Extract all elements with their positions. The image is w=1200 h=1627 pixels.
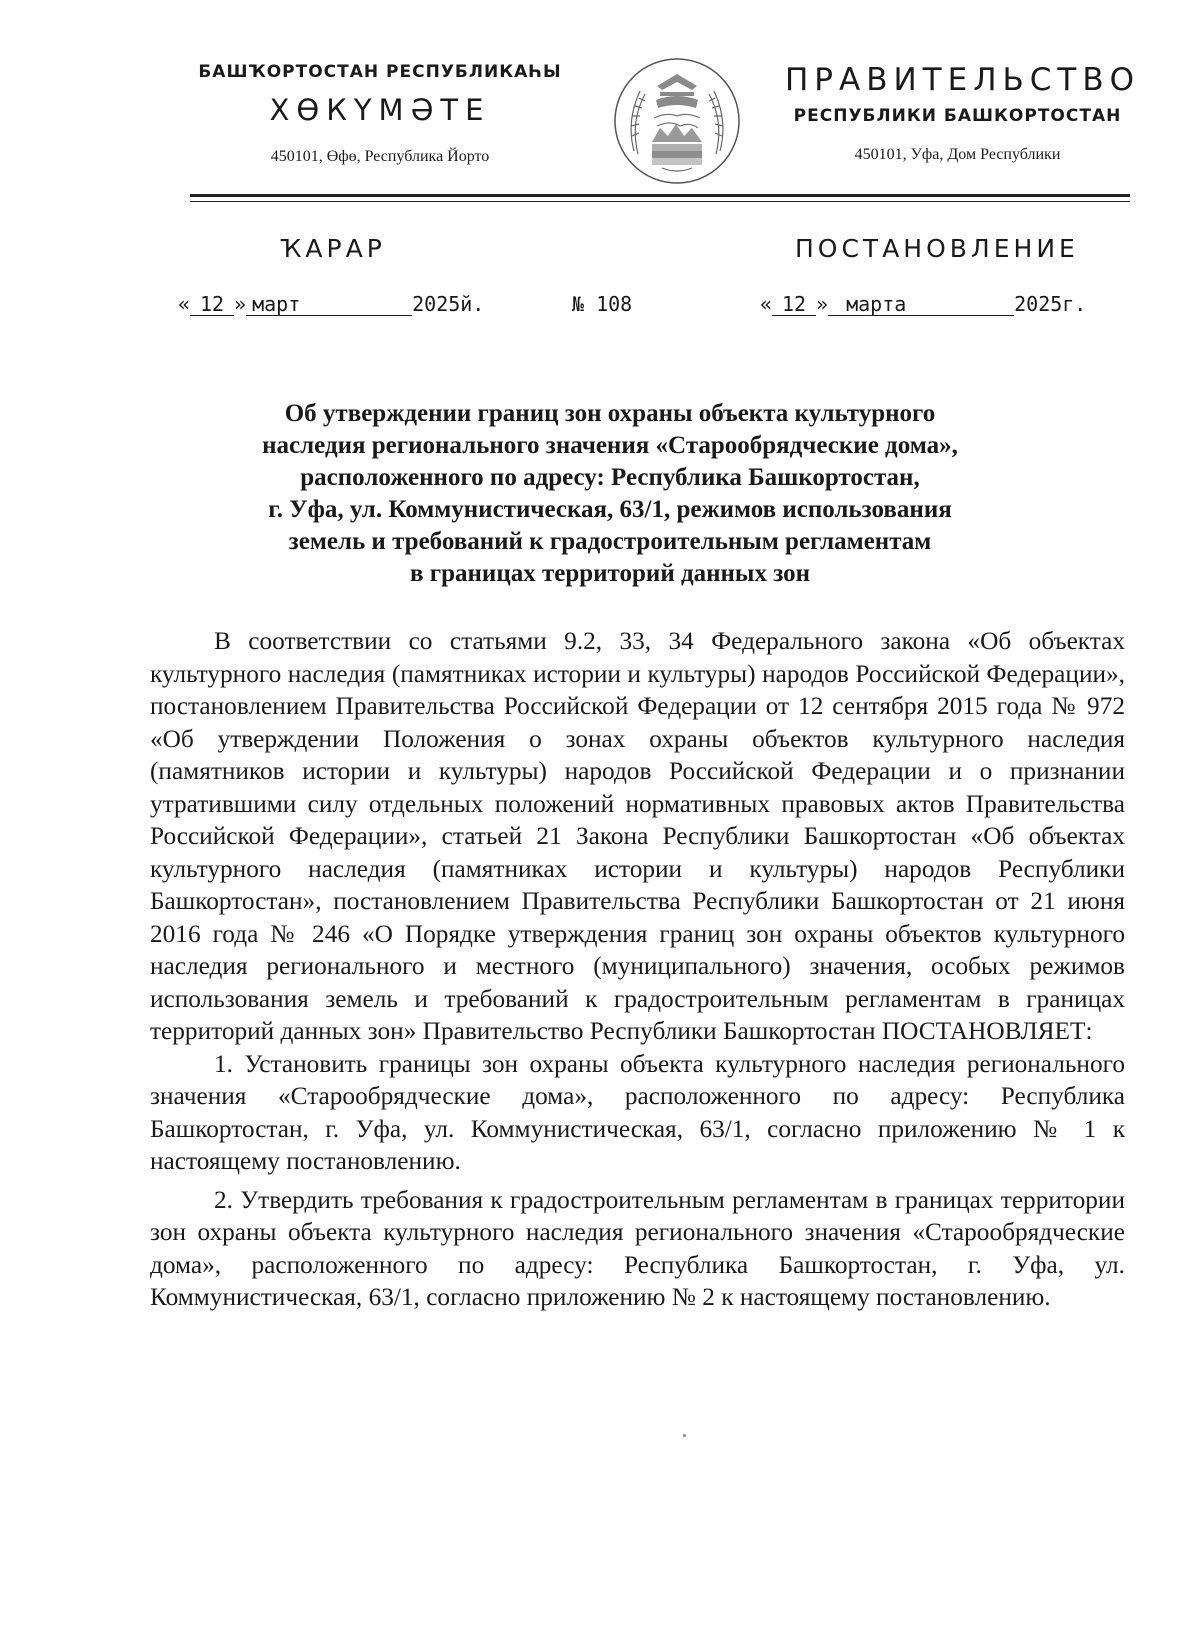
date-left [178,292,484,316]
title-line: земель и требований к градостроительным регламентам [288,528,932,555]
header-right-address: 450101, Уфа, Дом Республики [854,146,1061,163]
item-2-paragraph: 2. Утвердить требования к градостроительным регламентам в границах территории зон охраны объекта культурного наследия регионального значения «Старообрядческие дома», расположенного по адресу: Республика Башкортостан, г. Уфа, ул. Коммунистическая, 63/1, согласно приложению № 2 к настоящему постановлению. [150,1185,1125,1311]
doc-type-left: ҠАРАР [280,234,386,263]
header-left-republic: БАШҠОРТОСТАН РЕСПУБЛИКАҺЫ [198,62,562,82]
preamble-paragraph: В соответствии со статьями 9.2, 33, 34 Федерального закона «Об объектах культурного наследия (памятниках истории и культуры) народов Российской Федерации», постановлением Правительства Российской Федерации от 12 сентября 2015 года № 972 «Об утверждении Положения о зонах охраны объектов культурного наследия (памятников истории и культуры) народов Российской Федерации и о признании утратившими силу отдельных положений нормативных правовых актов Правительства Российской Федерации», статьей 21 Закона Республики Башкортостан «Об объектах культурного наследия (памятниках истории и культуры) народов Республики Башкортостан», постановлением Правительства Республики Башкортостан от 21 июня 2016 года № 246 «О Порядке утверждения границ зон охраны объектов культурного наследия регионального и местного (муниципального) значения, особых режимов использования земель и требований к градостроительным регламентам в границах территорий данных зон» Правительство Республики Башкортостан ПОСТАНОВЛЯЕТ: [150,627,1125,1045]
header-divider-thin [190,201,1130,202]
header-divider-thick [190,194,1130,197]
scan-speck [683,1434,686,1437]
header-right-republic: РЕСПУБЛИКИ БАШКОРТОСТАН [793,106,1122,126]
doc-type-right: ПОСТАНОВЛЕНИЕ [795,234,1079,263]
date-right [760,292,1086,316]
item-1-paragraph: 1. Установить границы зон охраны объекта культурного наследия регионального значения «Старообрядческие дома», расположенного по адресу: Республика Башкортостан, г. Уфа, ул. Коммунистическая, 63/1, согласно приложению № 1 к настоящему постановлению. [150,1049,1125,1175]
title-line: Об утверждении границ зон охраны объекта культурного [284,400,936,427]
date-right-close-quote: » [816,292,829,316]
date-right-open-quote: « [760,292,773,316]
document-body [150,625,1125,1314]
title-line: г. Уфа, ул. Коммунистическая, 63/1, режимов использования [268,496,952,523]
header-left-block [190,60,570,168]
document-number: № 108 [572,292,633,316]
date-right-year-suffix: 25г. [1038,292,1087,316]
date-right-day: 12 [772,293,816,316]
date-left-year-prefix: 20 [412,292,437,316]
title-line: расположенного по адресу: Республика Башкортостан, [300,464,920,491]
bashkortostan-coat-of-arms-icon [612,56,742,186]
date-right-month: марта [828,293,1014,316]
date-left-year-suffix: 25й. [436,292,485,316]
header-right-block [785,60,1141,166]
date-right-year-prefix: 20 [1014,292,1039,316]
header-right-government: ПРАВИТЕЛЬСТВО [785,62,1141,98]
date-left-open-quote: « [178,292,191,316]
header-left-address: 450101, Өфө, Республика Йорто [270,148,490,165]
title-line: наследия регионального значения «Старообрядческие дома», [262,432,958,459]
document-title [180,398,1040,590]
date-left-day: 12 [190,293,234,316]
date-left-close-quote: » [234,292,247,316]
header-left-government: ХӨКҮМӘТЕ [269,93,491,127]
date-left-month: март [246,293,412,316]
title-line: в границах территорий данных зон [410,560,810,587]
